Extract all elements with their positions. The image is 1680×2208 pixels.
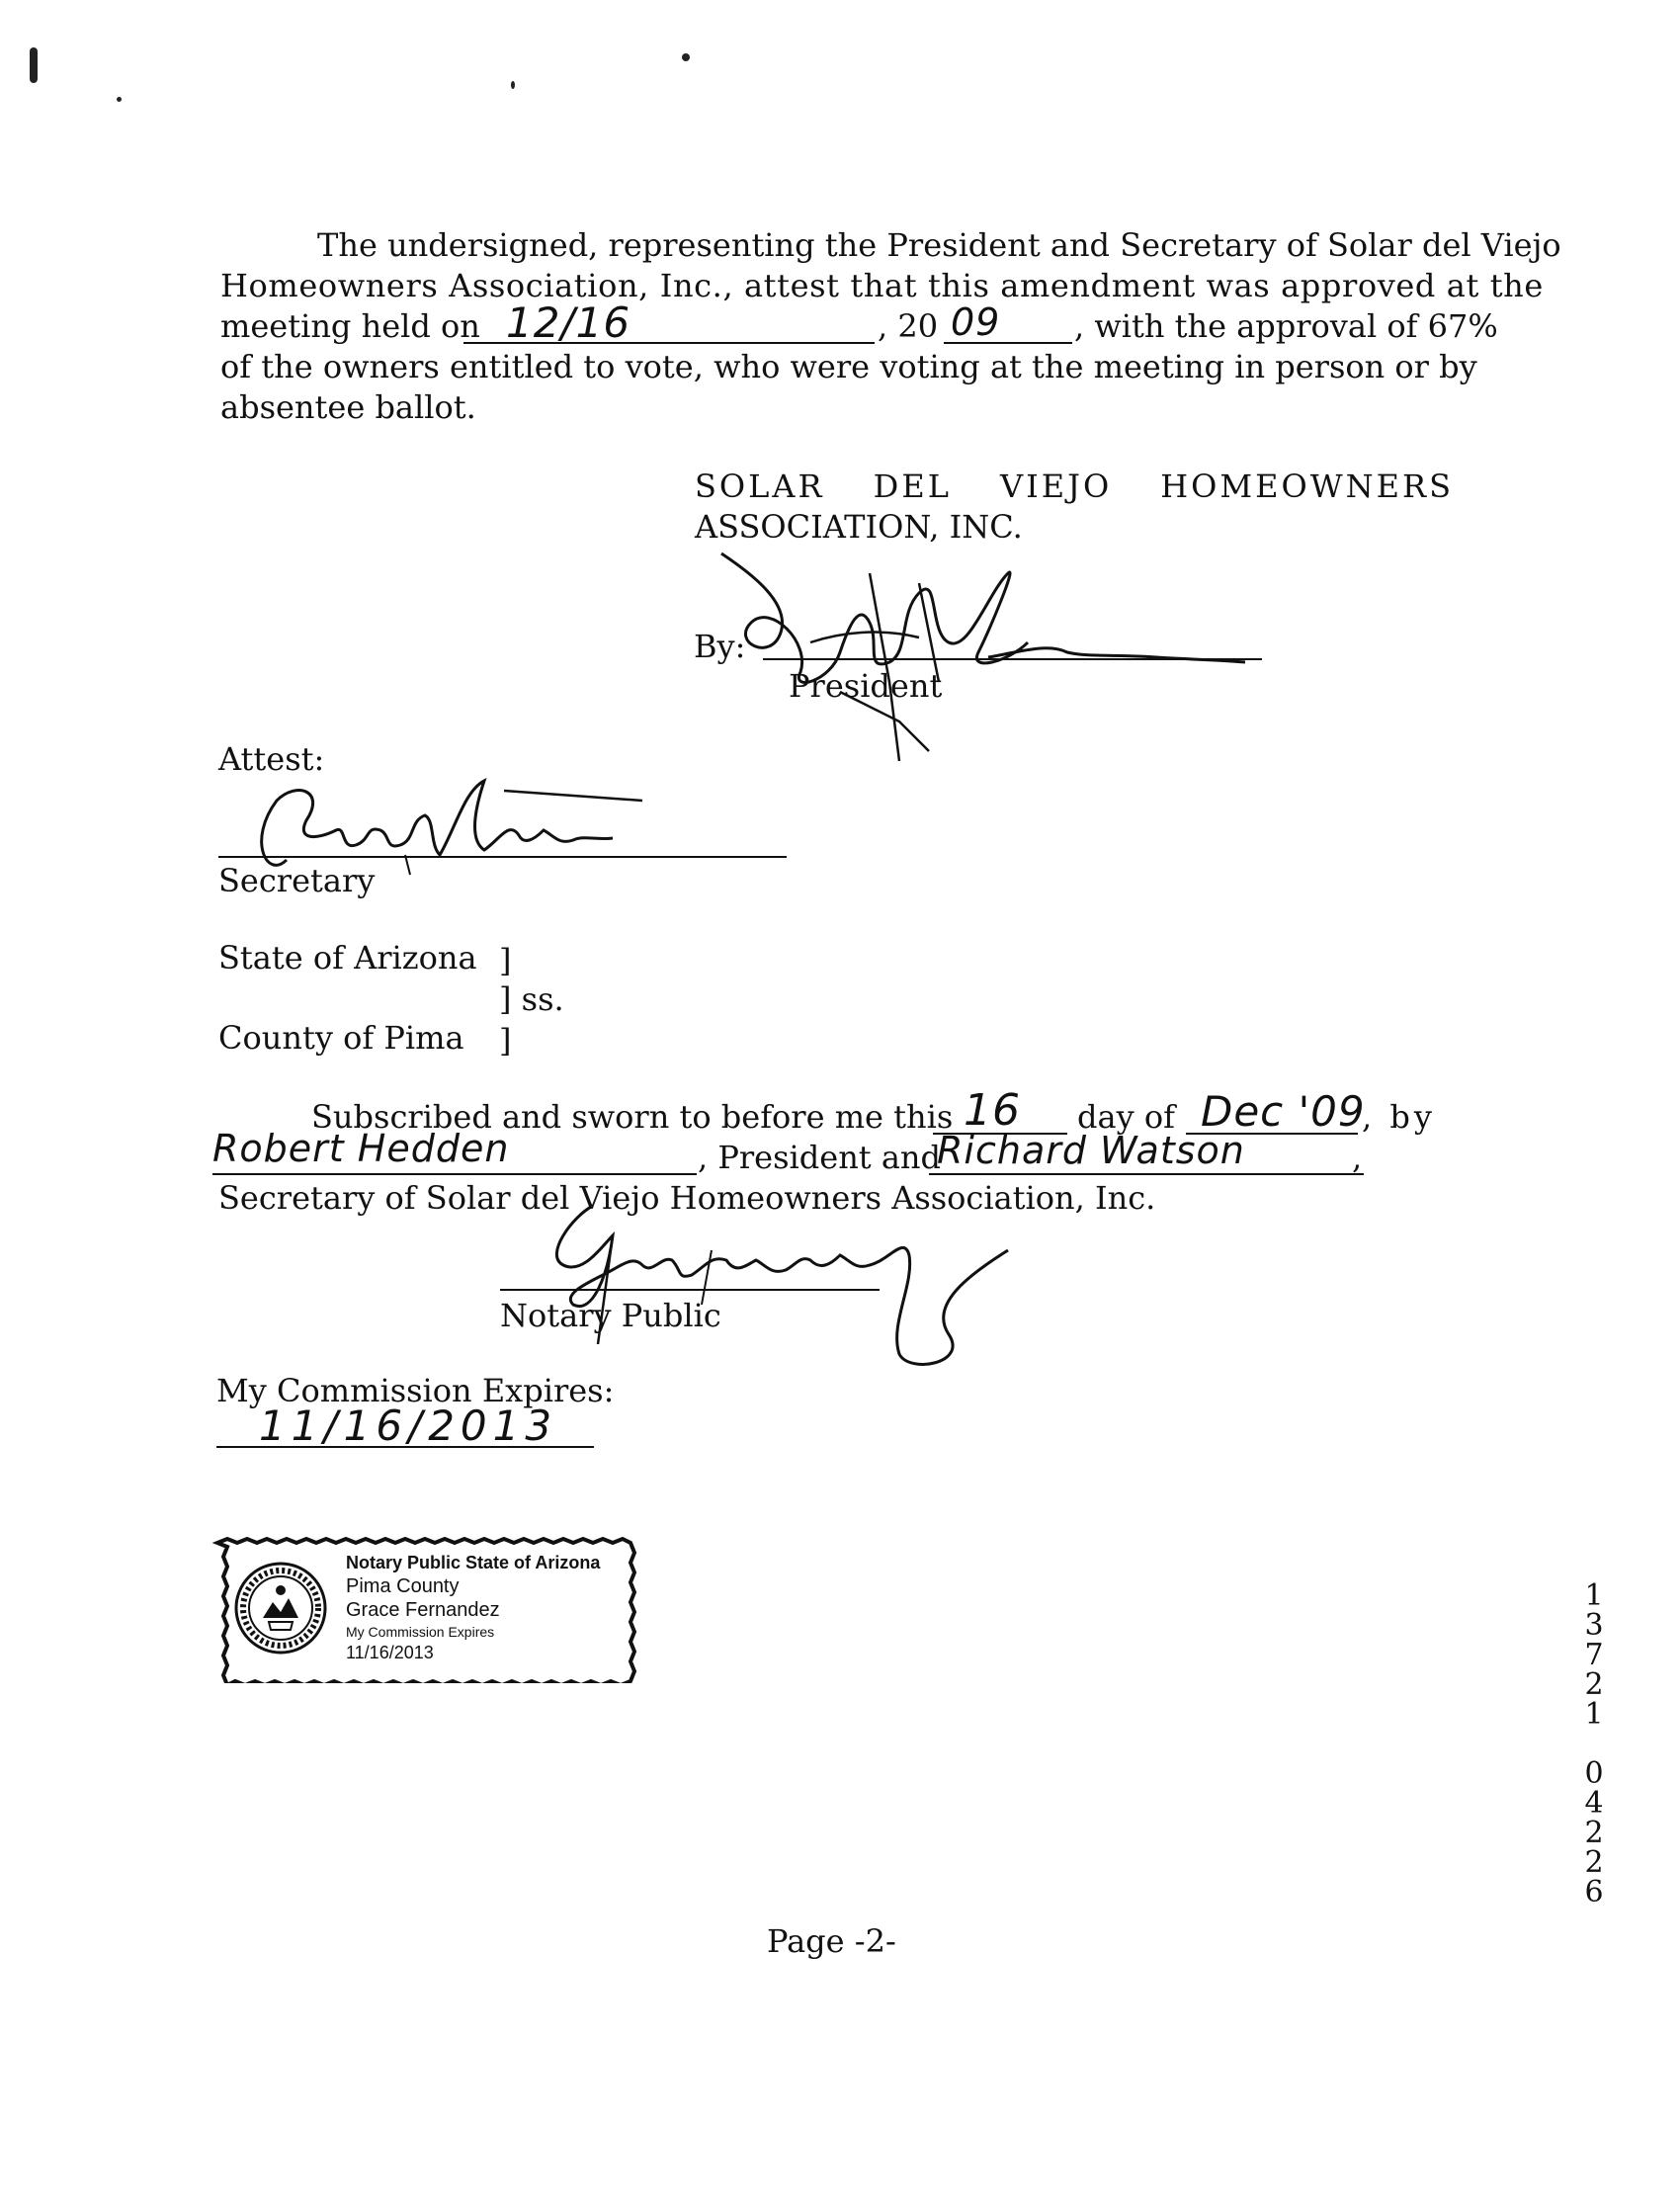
jurat-month-handwritten: Dec '09: [1201, 1087, 1366, 1136]
stamp-line-4: My Commission Expires: [346, 1624, 495, 1640]
attest-label: Attest:: [218, 740, 325, 778]
venue-county: County of Pima: [218, 1019, 464, 1057]
attestation-line-3a: meeting held on: [220, 307, 480, 345]
venue-bracket-top: ]: [499, 942, 512, 979]
commission-label: My Commission Expires:: [216, 1372, 615, 1409]
jurat-line-2b: , President and: [698, 1139, 941, 1176]
jurat-secretary-name-blank: [929, 1173, 1364, 1175]
secretary-signature: [227, 761, 662, 890]
attestation-line-3b: , 20: [878, 307, 939, 345]
jurat-secretary-name-handwritten: Richard Watson: [937, 1129, 1245, 1172]
secretary-label: Secretary: [218, 862, 376, 899]
jurat-president-name-blank: [212, 1173, 697, 1175]
scan-speck: [682, 53, 690, 61]
by-label: By:: [694, 628, 746, 665]
stamp-line-1: Notary Public State of Arizona: [346, 1553, 601, 1572]
recording-digit: 1: [1584, 1697, 1604, 1732]
association-name-line-1: [695, 467, 1454, 507]
notary-public-label: Notary Public: [500, 1297, 721, 1334]
president-label: President: [789, 667, 943, 705]
jurat-line-2c: ,: [1352, 1139, 1363, 1176]
attestation-line-5: absentee ballot.: [220, 388, 476, 426]
president-signature: [692, 534, 1334, 771]
recording-digit: 0: [1584, 1756, 1604, 1791]
notary-stamp: [211, 1537, 646, 1683]
jurat-line-1a: Subscribed and sworn to before me this: [311, 1098, 954, 1136]
recording-digit: 4: [1584, 1786, 1604, 1821]
arizona-state-seal-icon: [233, 1561, 328, 1656]
attestation-line-3c: , with the approval of 67%: [1074, 307, 1498, 345]
meeting-date-handwritten: 12/16: [506, 298, 631, 347]
recording-digit: 7: [1584, 1638, 1604, 1672]
attestation-line-1: The undersigned, representing the President and Secretary of Solar del Viejo: [317, 226, 1561, 264]
stamp-line-2: Pima County: [346, 1575, 460, 1597]
jurat-line-1b: day of: [1077, 1098, 1175, 1136]
jurat-president-name-handwritten: Robert Hedden: [212, 1127, 510, 1170]
scan-speck: [30, 47, 38, 83]
commission-date-handwritten: 11/16/2013: [259, 1401, 558, 1450]
recording-number: [1579, 1578, 1609, 1910]
recording-digit: 6: [1584, 1875, 1604, 1910]
venue-bracket-bottom: ]: [499, 1022, 512, 1060]
stamp-line-5: 11/16/2013: [346, 1643, 434, 1662]
assoc-word: DEL: [873, 467, 952, 505]
recording-digit: 2: [1584, 1816, 1604, 1850]
page-footer: Page -2-: [767, 1922, 896, 1960]
assoc-word: HOMEOWNERS: [1160, 467, 1454, 505]
jurat-line-1c: , by: [1362, 1098, 1436, 1136]
assoc-word: VIEJO: [1000, 467, 1113, 505]
recording-digit: 3: [1584, 1608, 1604, 1643]
attestation-line-2: Homeowners Association, Inc., attest that this amendment was approved at the: [220, 267, 1544, 304]
scan-speck: [117, 97, 122, 102]
jurat-day-handwritten: 16: [964, 1085, 1021, 1136]
recording-digit: 2: [1584, 1667, 1604, 1702]
venue-state: State of Arizona: [218, 939, 477, 977]
recording-digit: [1579, 1730, 1609, 1759]
jurat-line-3: Secretary of Solar del Viejo Homeowners Association, Inc.: [218, 1179, 1156, 1217]
notary-signature: [514, 1196, 1028, 1374]
attestation-line-4: of the owners entitled to vote, who were voting at the meeting in person or by: [220, 348, 1477, 385]
assoc-word: SOLAR: [695, 467, 825, 505]
meeting-year-handwritten: 09: [951, 300, 1001, 344]
recording-digit: 2: [1584, 1845, 1604, 1880]
stamp-text: [346, 1551, 600, 1663]
venue-ss: ] ss.: [499, 980, 564, 1018]
stamp-line-3: Grace Fernandez: [346, 1599, 500, 1621]
scan-speck: [511, 81, 515, 89]
association-name-line-2: ASSOCIATION, INC.: [695, 508, 1023, 546]
recording-digit: 1: [1584, 1578, 1604, 1613]
